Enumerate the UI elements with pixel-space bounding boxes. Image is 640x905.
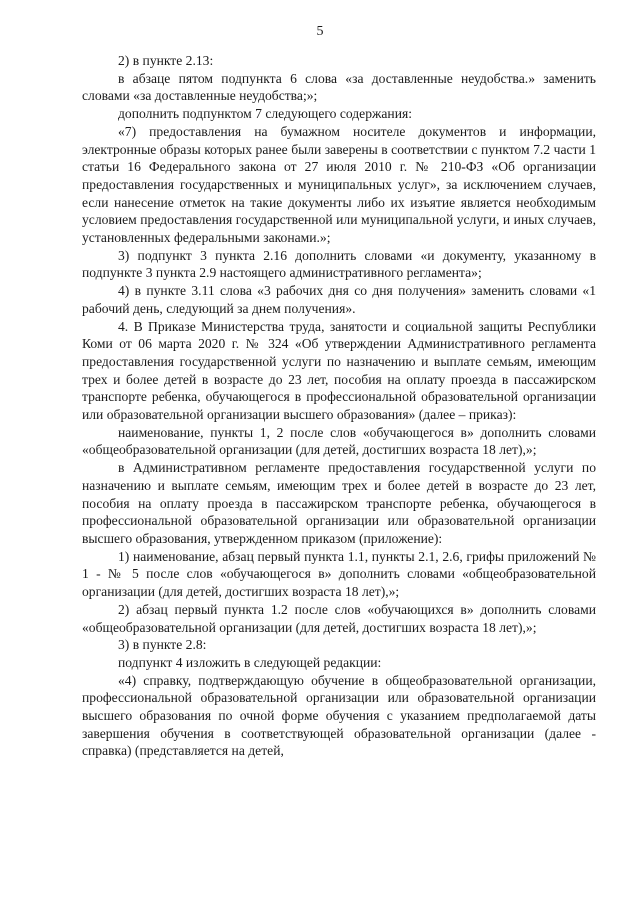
paragraph: дополнить подпунктом 7 следующего содержания:: [118, 106, 413, 122]
paragraph: в абзаце пятом подпункта 6 слова «за доставленные неудобства.» заменить словами «за доставленные неудобства;»;: [82, 70, 596, 104]
paragraph: 3) в пункте 2.8:: [118, 637, 207, 653]
paragraph: 2) абзац первый пункта 1.2 после слов «обучающихся в» дополнить словами «общеобразовательной организации (для детей, достигших возраста 18 лет),»;: [82, 601, 596, 635]
paragraph: наименование, пункты 1, 2 после слов «обучающегося в» дополнить словами «общеобразовательной организации (для детей, достигших возраста 18 лет),»;: [82, 424, 596, 458]
paragraph: подпункт 4 изложить в следующей редакции:: [118, 654, 382, 670]
paragraph: 2) в пункте 2.13:: [118, 53, 214, 68]
paragraph: 4) в пункте 3.11 слова «3 рабочих дня со дня получения» заменить словами «1 рабочий день, следующий за днем получения».: [82, 283, 596, 316]
paragraph: 1) наименование, абзац первый пункта 1.1, пункты 2.1, 2.6, грифы приложений № 1 - № 5 после слов «обучающегося в» дополнить словами «общеобразовательной организации (для детей, достигших возраста 18 лет),»;: [82, 548, 596, 600]
page-number: 5: [316, 24, 324, 39]
document-body: [82, 52, 596, 760]
paragraph: 3) подпункт 3 пункта 2.16 дополнить словами «и документу, указанному в подпункте 3 пункта 2.9 настоящего административного регламента»;: [82, 247, 596, 281]
paragraph: 4. В Приказе Министерства труда, занятости и социальной защиты Республики Коми от 06 марта 2020 г. № 324 «Об утверждении Административного регламента предоставления государственной услуги по назначению и выплате семьям, имеющим трех и более детей в возрасте до 23 лет, пособия на оплату проезда в пассажирском транспорте ребенка, обучающегося в профессиональной образовательной организации или образовательной организации высшего образования» (далее – приказ):: [82, 318, 596, 423]
paragraph: в Административном регламенте предоставления государственной услуги по назначению и выплате семьям, имеющим трех и более детей в возрасте до 23 лет, пособия на оплату проезда в пассажирском транспорте ребенка, обучающегося в профессиональной образовательной организации или образовательной организации высшего образования, утвержденном приказом (приложение):: [82, 460, 596, 546]
paragraph: «4) справку, подтверждающую обучение в общеобразовательной организации, профессиональной образовательной организации или образовательной организации высшего образования по очной форме обучения с указанием предполагаемой даты завершения обучения в соответствующей образовательной организации (далее - справка) (представляется на детей,: [82, 672, 596, 759]
paragraph: «7) предоставления на бумажном носителе документов и информации, электронные образы которых ранее были заверены в соответствии с пунктом 7.2 части 1 статьи 16 Федерального закона от 27 июля 2010 г. № 210-ФЗ «Об организации предоставления государственных и муниципальных услуг», за исключением случаев, если нанесение отметок на такие документы либо их изъятие является необходимым условием предоставления государственной или муниципальной услуги, и иных случаев, установленных федеральными законами.»;: [82, 123, 596, 246]
